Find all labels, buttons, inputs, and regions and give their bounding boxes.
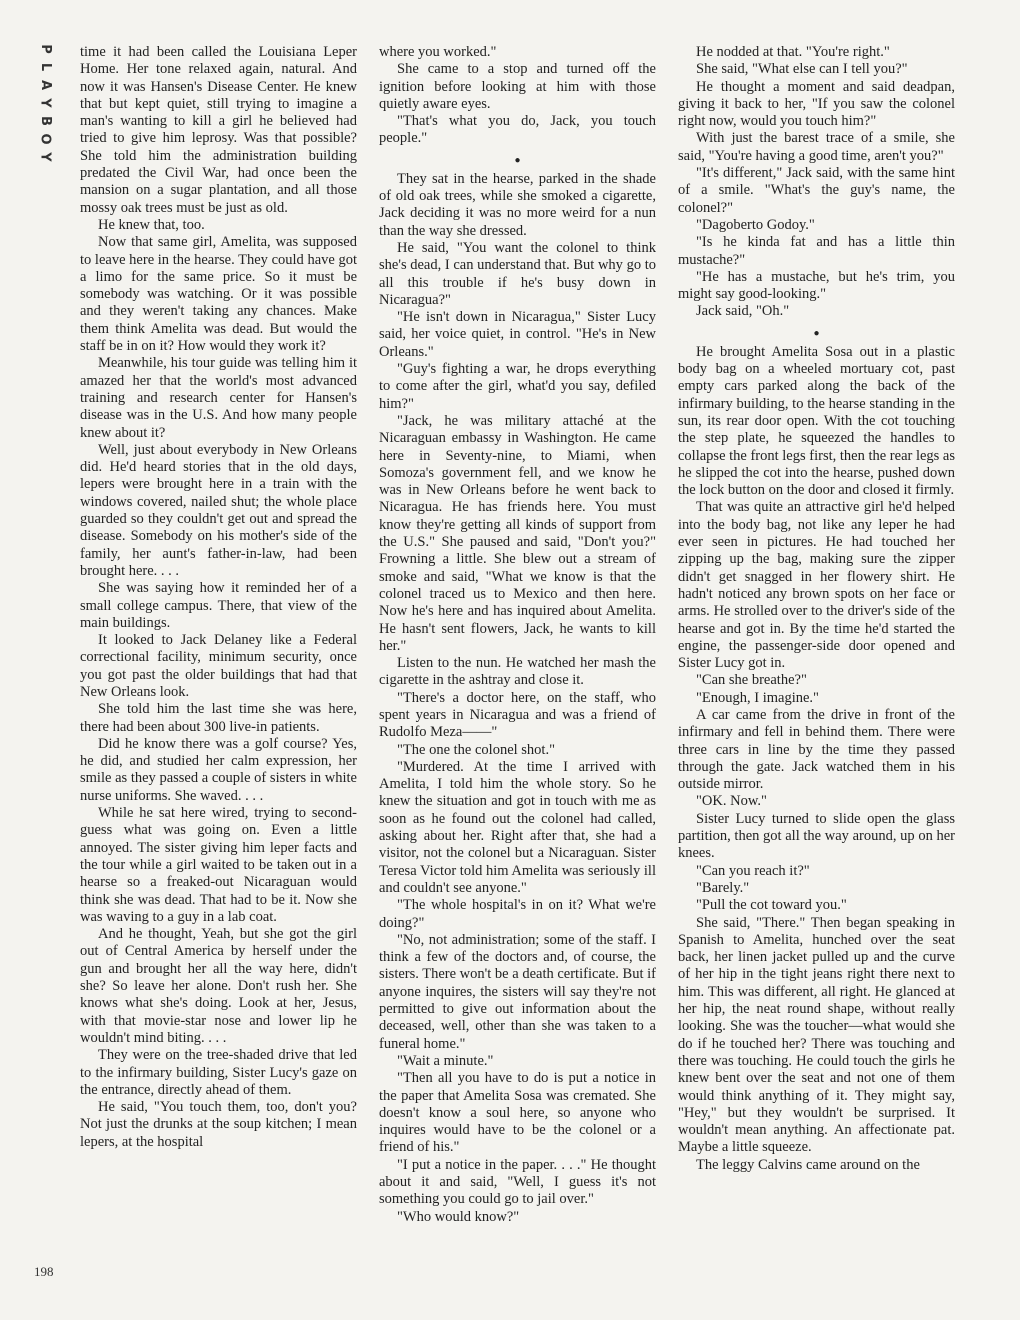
paragraph: She told him the last time she was here, there had been about 300 live-in patients. bbox=[80, 701, 357, 735]
text-column-3 bbox=[678, 44, 955, 1290]
paragraph: "OK. Now." bbox=[696, 793, 767, 810]
magazine-name-letter: Y bbox=[37, 98, 53, 108]
paragraph: While he sat here wired, trying to second-guess what was going on. Even a little annoyed. The sister giving him leper facts and the tour while a girl waited to be taken out in a hearse so a freaked-out Nicaraguan would think she was dead. That had to be it. Now she was waving to a guy in a lab coat. bbox=[80, 805, 357, 925]
paragraph: A car came from the drive in front of the infirmary and fell in behind them. There were three cars in line by the time they passed through the gate. Jack watched them in his outside mirror. bbox=[678, 706, 955, 793]
paragraph: "There's a doctor here, on the staff, who spent years in Nicaragua and was a friend of Rudolfo Meza——" bbox=[379, 689, 656, 741]
paragraph: "Jack, he was military attaché at the Nicaraguan embassy in Washington. He came here in Seventy-nine, to Miami, when Somoza's government fell, and we know he was in New Orleans before he went back to Nicaragua. He has friends here. You must know they're getting all kinds of support from the U.S." She paused and said, "Don't you?" Frowning a little. She blew out a stream of smoke and said, "What we know is that the colonel traced us to Mexico and then here. Now he's here and has inquired about Amelita. He hasn't sent flowers, Jack, he wants to kill her." bbox=[379, 412, 656, 654]
paragraph: "Pull the cot toward you." bbox=[696, 897, 847, 914]
article-body bbox=[80, 44, 956, 1290]
paragraph: They sat in the hearse, parked in the shade of old oak trees, while she smoked a cigarette, Jack deciding it was no more weird for a nun than the way she dressed. bbox=[379, 170, 656, 239]
paragraph: He brought Amelita Sosa out in a plastic body bag on a wheeled mortuary cot, past empty cars parked along the back of the infirmary building, to the hearse standing in the sun, its rear door open. With the cot touching the step plate, he squeezed the handles to collapse the front legs first, then the rear legs as he slipped the cot into the hearse, pushed down the lock button on the door and closed it firmly. bbox=[678, 343, 955, 499]
page-number: 198 bbox=[34, 1264, 54, 1279]
paragraph: "Can you reach it?" bbox=[696, 862, 810, 879]
paragraph: "Dagoberto Godoy." bbox=[696, 216, 815, 233]
paragraph: She said, "There." Then began speaking in Spanish to Amelita, hunched over the seat back, her linen jacket pulled up and the curve of her hip in the tight jeans right there next to him. This was different, all right. He glanced at her hip, the neat round shape, without really looking. She was the toucher—what would she do if he touched her? There was touching and there was touching. He could touch the girls he knew bent over the seat and not one of them would think anything of it. They might say, "Hey," but they wouldn't be surprised. It wouldn't mean anything. An affectionate pat. Maybe a little squeeze. bbox=[678, 914, 955, 1156]
paragraph: where you worked." bbox=[379, 44, 497, 60]
paragraph: "That's what you do, Jack, you touch people." bbox=[379, 113, 656, 147]
section-break: ● bbox=[813, 327, 820, 339]
paragraph: "Guy's fighting a war, he drops everything to come after the girl, what'd you say, defiled him?" bbox=[379, 361, 656, 412]
paragraph: It looked to Jack Delaney like a Federal correctional facility, minimum security, once you got past the older buildings that had that New Orleans look. bbox=[80, 632, 357, 700]
paragraph: He knew that, too. bbox=[98, 216, 205, 233]
magazine-name-letter: Y bbox=[37, 152, 53, 162]
paragraph: "Wait a minute." bbox=[397, 1052, 494, 1069]
paragraph: That was quite an attractive girl he'd helped into the body bag, not like any leper he had ever seen in pictures. He had touched her zipping up the bag, making sure the zipper didn't get snagged in her flowery shirt. He hadn't noticed any brown spots on her face or arms. He strolled over to the driver's side of the hearse and got in. By the time he'd started the engine, the passenger-side door opened and Sister Lucy got in. bbox=[678, 499, 955, 672]
paragraph: "He isn't down in Nicaragua," Sister Lucy said, her voice quiet, in control. "He's in New Orleans." bbox=[379, 309, 656, 360]
magazine-name-letter: P bbox=[38, 44, 53, 54]
paragraph: "He has a mustache, but he's trim, you might say good-looking." bbox=[678, 268, 955, 303]
paragraph: "The whole hospital's in on it? What we're doing?" bbox=[379, 897, 656, 931]
section-break: ● bbox=[514, 154, 521, 166]
paragraph: The leggy Calvins came around on the bbox=[696, 1156, 920, 1173]
paragraph: He said, "You touch them, too, don't you? Not just the drunks at the soup kitchen; I mean lepers, at the hospital bbox=[80, 1099, 357, 1150]
magazine-name-vertical bbox=[30, 40, 60, 166]
paragraph: "I put a notice in the paper. . . ." He thought about it and said, "Well, I guess it's not something you could go to jail over." bbox=[379, 1156, 656, 1208]
paragraph: Jack said, "Oh." bbox=[696, 303, 790, 320]
paragraph: He nodded at that. "You're right." bbox=[696, 44, 890, 60]
paragraph: With just the barest trace of a smile, she said, "You're having a good time, aren't you?" bbox=[678, 130, 955, 164]
paragraph: "The one the colonel shot." bbox=[397, 741, 556, 758]
paragraph: "Who would know?" bbox=[397, 1208, 520, 1225]
paragraph: "Enough, I imagine." bbox=[696, 689, 819, 706]
paragraph: "Can she breathe?" bbox=[696, 672, 807, 689]
paragraph: "Barely." bbox=[696, 879, 750, 896]
paragraph: Listen to the nun. He watched her mash the cigarette in the ashtray and close it. bbox=[379, 655, 656, 689]
paragraph: Well, just about everybody in New Orleans did. He'd heard stories that in the old days, lepers were brought here in a train with the windows covered, nailed shut; the whole place guarded so they couldn't get out and spread the disease. Somebody on his mother's side of the family, her aunt's father-in-law, had been brought here. . . . bbox=[80, 441, 357, 579]
paragraph: Meanwhile, his tour guide was telling him it amazed her that the world's most advanced training and research center for Hansen's disease was in the U.S. And how many people knew about it? bbox=[80, 355, 357, 441]
paragraph: She was saying how it reminded her of a small college campus. There, that view of the main buildings. bbox=[80, 580, 357, 631]
paragraph: "It's different," Jack said, with the same hint of a smile. "What's the guy's name, the colonel?" bbox=[678, 165, 955, 216]
magazine-name-letter: B bbox=[37, 116, 53, 126]
paragraph: She said, "What else can I tell you?" bbox=[696, 61, 908, 78]
magazine-name-letter: L bbox=[37, 62, 53, 72]
magazine-name-letter: A bbox=[38, 79, 53, 91]
paragraph: Did he know there was a golf course? Yes, he did, and studied her calm expression, her smile as they passed a couple of sisters in white nurse uniforms. She waved. . . . bbox=[80, 735, 357, 804]
paragraph: And he thought, Yeah, but she got the girl out of Central America by herself under the gun and brought her all the way here, didn't she? So leave her alone. Don't rush her. She knows what she's doing. Look at her, Jesus, with that movie-star nose and lower lip he wouldn't mind biting. . . . bbox=[80, 926, 357, 1046]
paragraph: Now that same girl, Amelita, was supposed to leave here in the hearse. They could have got a limo for the same price. So it must be somebody was watching. Or it was possible and they weren't taking any chances. Make them think Amelita was dead. But would the staff be in on it? How would they work it? bbox=[80, 234, 357, 355]
text-column-1 bbox=[80, 44, 357, 1290]
paragraph: Sister Lucy turned to slide open the glass partition, then got all the way around, up on her knees. bbox=[678, 810, 955, 862]
paragraph: He thought a moment and said deadpan, giving it back to her, "If you saw the colonel right now, would you touch him?" bbox=[678, 78, 955, 130]
magazine-name-letter: O bbox=[38, 133, 53, 145]
paragraph: "Is he kinda fat and has a little thin mustache?" bbox=[678, 234, 955, 268]
paragraph: He said, "You want the colonel to think she's dead, I can understand that. But why go to all this trouble if he's busy down in Nicaragua?" bbox=[379, 239, 656, 308]
paragraph: She came to a stop and turned off the ignition before looking at him with those quietly aware eyes. bbox=[379, 61, 656, 112]
text-column-2 bbox=[379, 44, 656, 1290]
paragraph: "Murdered. At the time I arrived with Amelita, I told him the whole story. So he knew the situation and got in touch with me as soon as he found out the colonel had called, asking about her. Right after that, she had a visitor, not the colonel but a Nicaraguan. Sister Teresa Victor told him Amelita was seriously ill and couldn't see anyone." bbox=[379, 758, 656, 896]
paragraph: time it had been called the Louisiana Leper Home. Her tone relaxed again, natural. And now it was Hansen's Disease Center. He knew that but kept quiet, still trying to imagine a man's wanting to kill a girl he believed had tried to give him leprosy. Was that possible? She told him the administration building predated the Civil War, had once been the mansion on a sugar plantation, and all those mossy oak trees must be just as old. bbox=[80, 44, 357, 216]
paragraph: "No, not administration; some of the staff. I think a few of the doctors and, of course, the sisters. There won't be a death certificate. But if anyone inquires, the sisters will say they're not permitted to give out information about the deceased, well, other than she was taken to a funeral home." bbox=[379, 931, 656, 1052]
paragraph: They were on the tree-shaded drive that led to the infirmary building, Sister Lucy's gaze on the entrance, directly ahead of them. bbox=[80, 1047, 357, 1098]
paragraph: "Then all you have to do is put a notice in the paper that Amelita Sosa was cremated. She doesn't know a soul here, so anyone who inquires would have to be the colonel or a friend of his." bbox=[379, 1070, 656, 1156]
